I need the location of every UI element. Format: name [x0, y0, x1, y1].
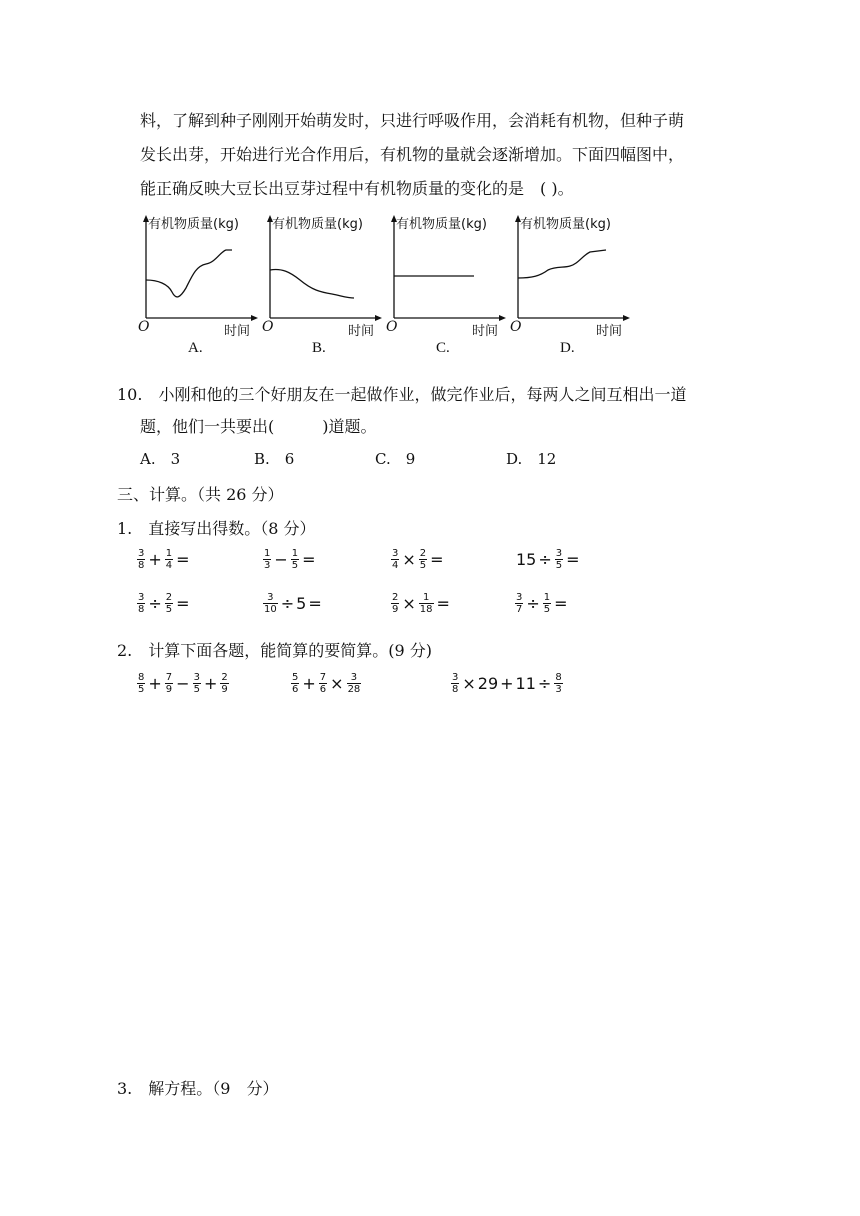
graph-b	[260, 208, 382, 360]
graph-d-ylabel: 有机物质量(kg)	[520, 217, 611, 232]
graph-c-ylabel: 有机物质量(kg)	[396, 217, 487, 232]
part2-heading: 2. 计算下面各题，能简算的要简算。(9 分)	[117, 641, 433, 660]
section3-heading: 三、计算。（共 26 分）	[117, 485, 284, 504]
simplify-2: $\frac{5}{6}$ + $\frac{7}{6}$ × $\frac{3}{28}$	[292, 672, 361, 695]
calc-2-2: $\frac{3}{10}$ ÷ 5 =	[264, 592, 322, 615]
calc-1-1: $\frac{3}{8}$ + $\frac{1}{4}$ =	[138, 548, 190, 571]
part3-heading: 3. 解方程。（9 分）	[117, 1079, 279, 1098]
graph-a	[136, 208, 258, 360]
graph-b-xlabel: 时间	[348, 324, 375, 339]
q9-line-3: 能正确反映大豆长出豆芽过程中有机物质量的变化的是 ( )。	[140, 179, 574, 198]
graph-a-origin: O	[138, 319, 150, 335]
calc-1-2: $\frac{1}{3}$ − $\frac{1}{5}$ =	[264, 548, 316, 571]
simplify-1: $\frac{8}{5}$ + $\frac{7}{9}$ − $\frac{3}{5}$ + $\frac{2}{9}$	[138, 672, 228, 695]
calc-2-4: $\frac{3}{7}$ ÷ $\frac{1}{5}$ =	[516, 592, 568, 615]
graph-d	[508, 208, 630, 360]
q9-line-2: 发长出芽，开始进行光合作用后，有机物的量就会逐渐增加。下面四幅图中，	[140, 145, 685, 164]
q10-choice-a: A. 3	[140, 450, 181, 468]
graph-c	[384, 208, 506, 360]
graph-d-xlabel: 时间	[596, 324, 623, 339]
q10-choice-b: B. 6	[254, 450, 295, 468]
q10-line-2: 题，他们一共要出( )道题。	[140, 417, 377, 436]
graph-a-xlabel: 时间	[224, 324, 251, 339]
graph-b-origin: O	[262, 319, 274, 335]
graph-c-origin: O	[386, 319, 398, 335]
graph-a-option: A.	[188, 340, 203, 356]
simplify-3: $\frac{3}{8}$ × 29 + 11 ÷ $\frac{8}{3}$	[452, 672, 562, 695]
graph-d-option: D.	[560, 340, 575, 356]
graph-c-xlabel: 时间	[472, 324, 499, 339]
graph-b-ylabel: 有机物质量(kg)	[272, 217, 363, 232]
option-graphs	[136, 208, 636, 360]
calc-1-4: 15 ÷ $\frac{3}{5}$ =	[516, 548, 580, 571]
graph-b-option: B.	[312, 340, 326, 356]
q10-choice-d: D. 12	[506, 450, 557, 468]
calc-2-1: $\frac{3}{8}$ ÷ $\frac{2}{5}$ =	[138, 592, 190, 615]
graph-d-origin: O	[510, 319, 522, 335]
graph-c-option: C.	[436, 340, 450, 356]
q10-line-1: 10. 小刚和他的三个好朋友在一起做作业，做完作业后，每两人之间互相出一道	[117, 385, 687, 404]
graph-a-ylabel: 有机物质量(kg)	[148, 217, 239, 232]
q10-choice-c: C. 9	[375, 450, 416, 468]
part1-heading: 1. 直接写出得数。（8 分）	[117, 519, 316, 538]
calc-1-3: $\frac{3}{4}$ × $\frac{2}{5}$ =	[392, 548, 444, 571]
q9-line-1: 料，了解到种子刚刚开始萌发时，只进行呼吸作用，会消耗有机物，但种子萌	[140, 111, 685, 130]
calc-2-3: $\frac{2}{9}$ × $\frac{1}{18}$ =	[392, 592, 450, 615]
